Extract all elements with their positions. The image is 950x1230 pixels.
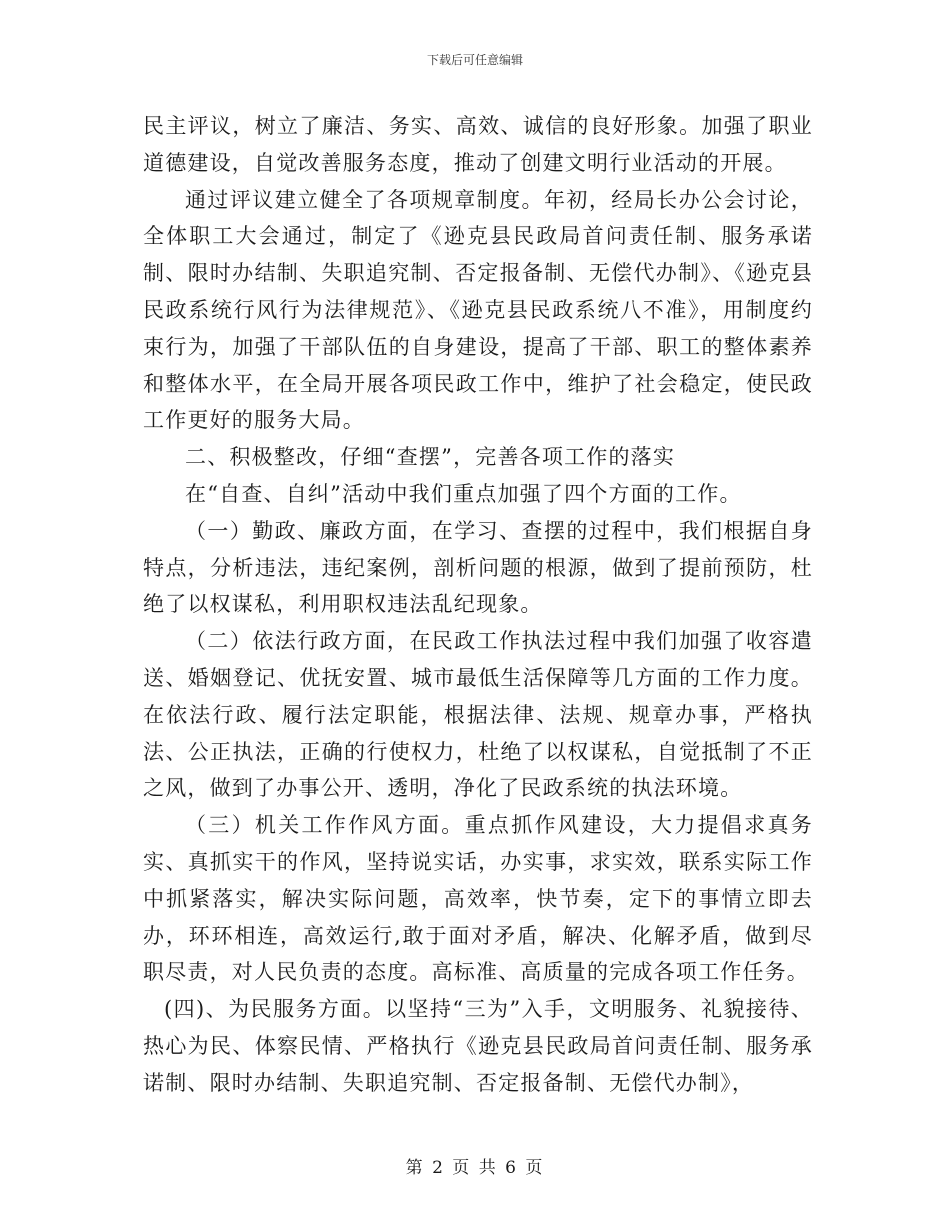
section-heading: 二、积极整改，仔细“查摆”，完善各项工作的落实 (185, 445, 676, 470)
paragraph-item-1: （一）勤政、廉政方面，在学习、查摆的过程中，我们根据自身特点，分析违法，违纪案例，剖析问题的根源，做到了提前预防，杜绝了以权谋私，利用职权违法乱纪现象。 (143, 518, 813, 617)
page-header: 下载后可任意编辑 (426, 53, 523, 67)
paragraph-item-4: (四)、为民服务方面。以坚持“三为”入手，文明服务、礼貌接待、热心为民、体察民情、严格执行《逊克县民政局首问责任制、服务承诺制、限时办结制、失职追究制、否定报备制、无偿代办制》， (143, 997, 813, 1095)
paragraph-intro: 在“自查、自纠”活动中我们重点加强了四个方面的工作。 (185, 481, 742, 506)
paragraph-item-2: （二）依法行政方面，在民政工作执法过程中我们加强了收容遣送、婚姻登记、优抚安置、城市最低生活保障等几方面的工作力度。在依法行政、履行法定职能，根据法律、法规、规章办事，严格执法、公正执法，正确的行使权力，杜绝了以权谋私，自觉抵制了不正之风，做到了办事公开、透明，净化了民政系统的执法环境。 (143, 629, 813, 801)
document-body (143, 108, 813, 1102)
page-number: 第 2 页 共 6 页 (405, 1158, 545, 1178)
paragraph-item-3: （三）机关工作作风方面。重点抓作风建设，大力提倡求真务实、真抓实干的作风，坚持说实话，办实事，求实效，联系实际工作中抓紧落实，解决实际问题，高效率，快节奏，定下的事情立即去办，环环相连，高效运行,敢于面对矛盾，解决、化解矛盾，做到尽职尽责，对人民负责的态度。高标准、高质量的完成各项工作任务。 (143, 813, 813, 985)
paragraph-continuation: 民主评议，树立了廉洁、务实、高效、诚信的良好形象。加强了职业道德建设，自觉改善服务态度，推动了创建文明行业活动的开展。 (143, 114, 813, 175)
paragraph-regulations: 通过评议建立健全了各项规章制度。年初，经局长办公会讨论，全体职工大会通过，制定了《逊克县民政局首问责任制、服务承诺制、限时办结制、失职追究制、否定报备制、无偿代办制》、《逊克县民政系统行风行为法律规范》、《逊克县民政系统八不准》，用制度约束行为，加强了干部队伍的自身建设，提高了干部、职工的整体素养和整体水平，在全局开展各项民政工作中，维护了社会稳定，使民政工作更好的服务大局。 (143, 187, 813, 433)
